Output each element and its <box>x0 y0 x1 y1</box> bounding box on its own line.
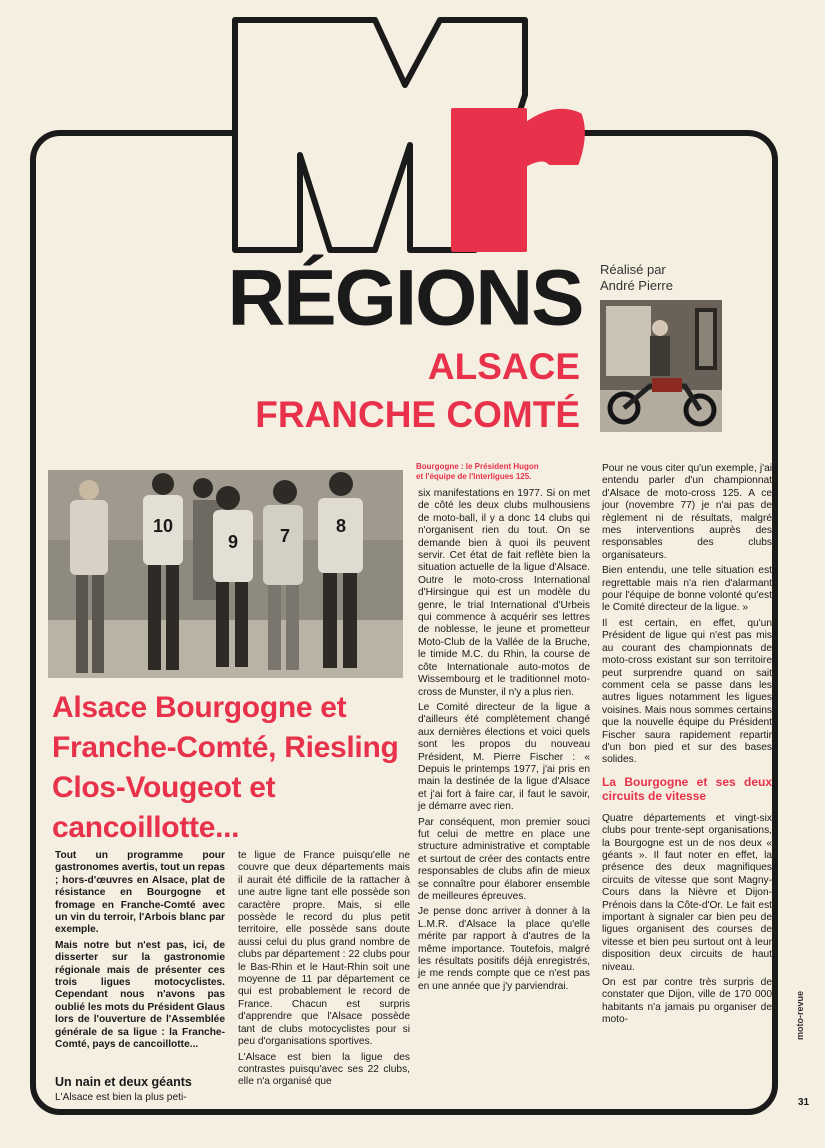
col3-paragraph-1: six manifestations en 1977. Si on met de côté les deux clubs mulhousiens de moto-ball, il y a donc 14 clubs qui n'organisent rien du tout. On se demande bien à quoi ils peuvent servir. Cet état de fait reflète bien la situation actuelle de la ligue d'Alsace. Outre le moto-cross International d'Hirsingue qui est un modèle du genre, le trial International d'Urbeis qui commence à acquérir ses lettres de noblesse, le jeune et prometteur Moto-Club de la Vallée de la Bruche, le timide M.C. du Rhin, la course de côte Internationale auto-motos de Wissembourg et le traditionnel moto-cross de Munster, il n'y a plus rien. <box>418 488 590 698</box>
col2-paragraph-1: te ligue de France puisqu'elle ne couvre que deux départements mais il aurait été difficile de la rattacher à une autre ligne tant elle possède son caractère propre. Mais, si elle possède le record du plus petit territoire, elle possède sans doute aussi celui du plus grand nombre de clubs par département : 22 clubs pour le Bas-Rhin et le Haut-Rhin soit une moyenne de 11 par département ce qui est probablement le record de France. Chacun est surpris d'apprendre que l'Alsace possède tant de clubs motocyclistes pour si peu d'organisations sportives. <box>238 850 410 1048</box>
subtitle-alsace: ALSACE <box>427 346 580 387</box>
col2-paragraph-2: L'Alsace est bien la ligue des contrastes puisqu'avec ses 22 clubs, elle n'a organisé que <box>238 1051 410 1088</box>
magazine-name: moto-revue <box>795 990 805 1040</box>
intro-paragraph-2: Mais notre but n'est pas, ici, de disserter sur la gastronomie régionale mais de présenter ces trois ligues motocyclistes. Cependant nous n'avons pas oublié les mots du Président Glaus lors de l'ouverture de l'Assemblée générale de sa ligue : la Franche-Comté, pays de cancoillotte... <box>55 939 225 1051</box>
photo-caption-line-2: et l'équipe de l'Interligues 125. <box>416 472 532 481</box>
mr-logo <box>225 15 585 255</box>
photo-caption <box>416 462 596 482</box>
col3-paragraph-2: Le Comité directeur de la ligue a d'ailleurs été complètement changé aux dernières élections et voici quels sont les propos du nouveau Président, M. Pierre Fischer : « Depuis le printemps 1977, j'ai pris en main la destinée de la ligue d'Alsace et j'ai fort à faire car, il faut le savoir, je démarre avec rien. <box>418 701 590 813</box>
page-number: 31 <box>798 1097 810 1108</box>
column-1 <box>55 850 225 1108</box>
intro-paragraph-1: Tout un programme pour gastronomes avertis, tout un repas ; hors-d'œuvres en Alsace, plat de résistance en Bourgogne et fromage en Franche-Comté avec un vin du terroir, l'Arbois blanc par exemple. <box>55 850 225 936</box>
rider-number-10: 10 <box>152 516 174 536</box>
page-title: RÉGIONS <box>227 253 583 342</box>
col4-paragraph-4: Quatre départements et vingt-six clubs pour trente-sept organisations, la Bourgogne est un de nos deux « géants ». Il faut noter en effet, la présence des deux magnifiques circuits de vitesse que sont Magny-Cours dans la Nièvre et Dijon-Prénois dans la Côte-d'Or. Le fait est important à signaler car bien peu de ligues organisent des courses de vitesse et bien peu surtout ont à leur disposition deux circuits de haut niveau. <box>602 812 772 973</box>
rider-number-7: 7 <box>279 526 291 546</box>
column-2 <box>238 850 410 1092</box>
col4-paragraph-2: Bien entendu, une telle situation est regrettable mais n'a rien d'alarmant pour l'équipe de bonne volonté qu'est le Comité directeur de la ligue. » <box>602 565 772 614</box>
byline-author: André Pierre <box>600 278 673 293</box>
byline-line-1: Réalisé par <box>600 262 666 277</box>
col3-paragraph-4: Je pense donc arriver à donner à la L.M.R. d'Alsace la place qu'elle mérite par rapport à d'autres de la même importance. Toutefois, malgré les résultats positifs déjà enregistrés, je me rends compte que ce n'est pas en une année que j'y parviendrai. <box>418 906 590 992</box>
intro <box>55 850 225 1070</box>
byline <box>600 262 770 294</box>
photo-caption-line-1: Bourgogne : le Président Hugon <box>416 462 539 471</box>
author-photo <box>600 300 722 432</box>
subtitle-franche-comte: FRANCHE COMTÉ <box>255 394 580 435</box>
col3-paragraph-3: Par conséquent, mon premier souci fut celui de mettre en place une structure administrative et comptable et surtout de créer des contacts entre responsables de clubs afin de mieux se connaître pour élaborer ensemble de meilleures épreuves. <box>418 816 590 902</box>
col4-paragraph-5: On est par contre très surpris de constater que Dijon, ville de 170 000 habitants n'a jamais pu organiser de moto- <box>602 977 772 1026</box>
team-photo <box>48 470 403 678</box>
section-heading-alsace: Un nain et deux géants <box>55 1075 192 1089</box>
rider-number-8: 8 <box>335 516 347 536</box>
col4-paragraph-1: Pour ne vous citer qu'un exemple, j'ai entendu parler d'un championnat d'Alsace de moto-cross 125. A ce jour (novembre 77) je n'ai pas de règlement ni de résultats, malgré mes interventions auprès des responsables des clubs organisateurs. <box>602 463 772 561</box>
column-3 <box>418 488 590 996</box>
section-1-first-line: L'Alsace est bien la plus peti- <box>55 1092 187 1104</box>
section-heading-bourgogne: La Bourgogne et ses deux circuits de vitesse <box>602 774 772 803</box>
rider-number-9: 9 <box>227 532 239 552</box>
col4-paragraph-3: Il est certain, en effet, qu'un Président de ligue qui n'est pas mis au courant des championnats de moto-cross existant sur son territoire peut surprendre quand on sait comment cela se passe dans les autres ligues notamment les ligues voisines. Mais nous sommes certains que la nouvelle équipe du Président Fischer saura rapidement repartir d'un bon pied et sur des bases solides. <box>602 617 772 766</box>
article-headline: Alsace Bourgogne et Franche-Comté, Riesling Clos-Vougeot et cancoillotte... <box>52 691 399 844</box>
column-4 <box>602 463 772 1030</box>
